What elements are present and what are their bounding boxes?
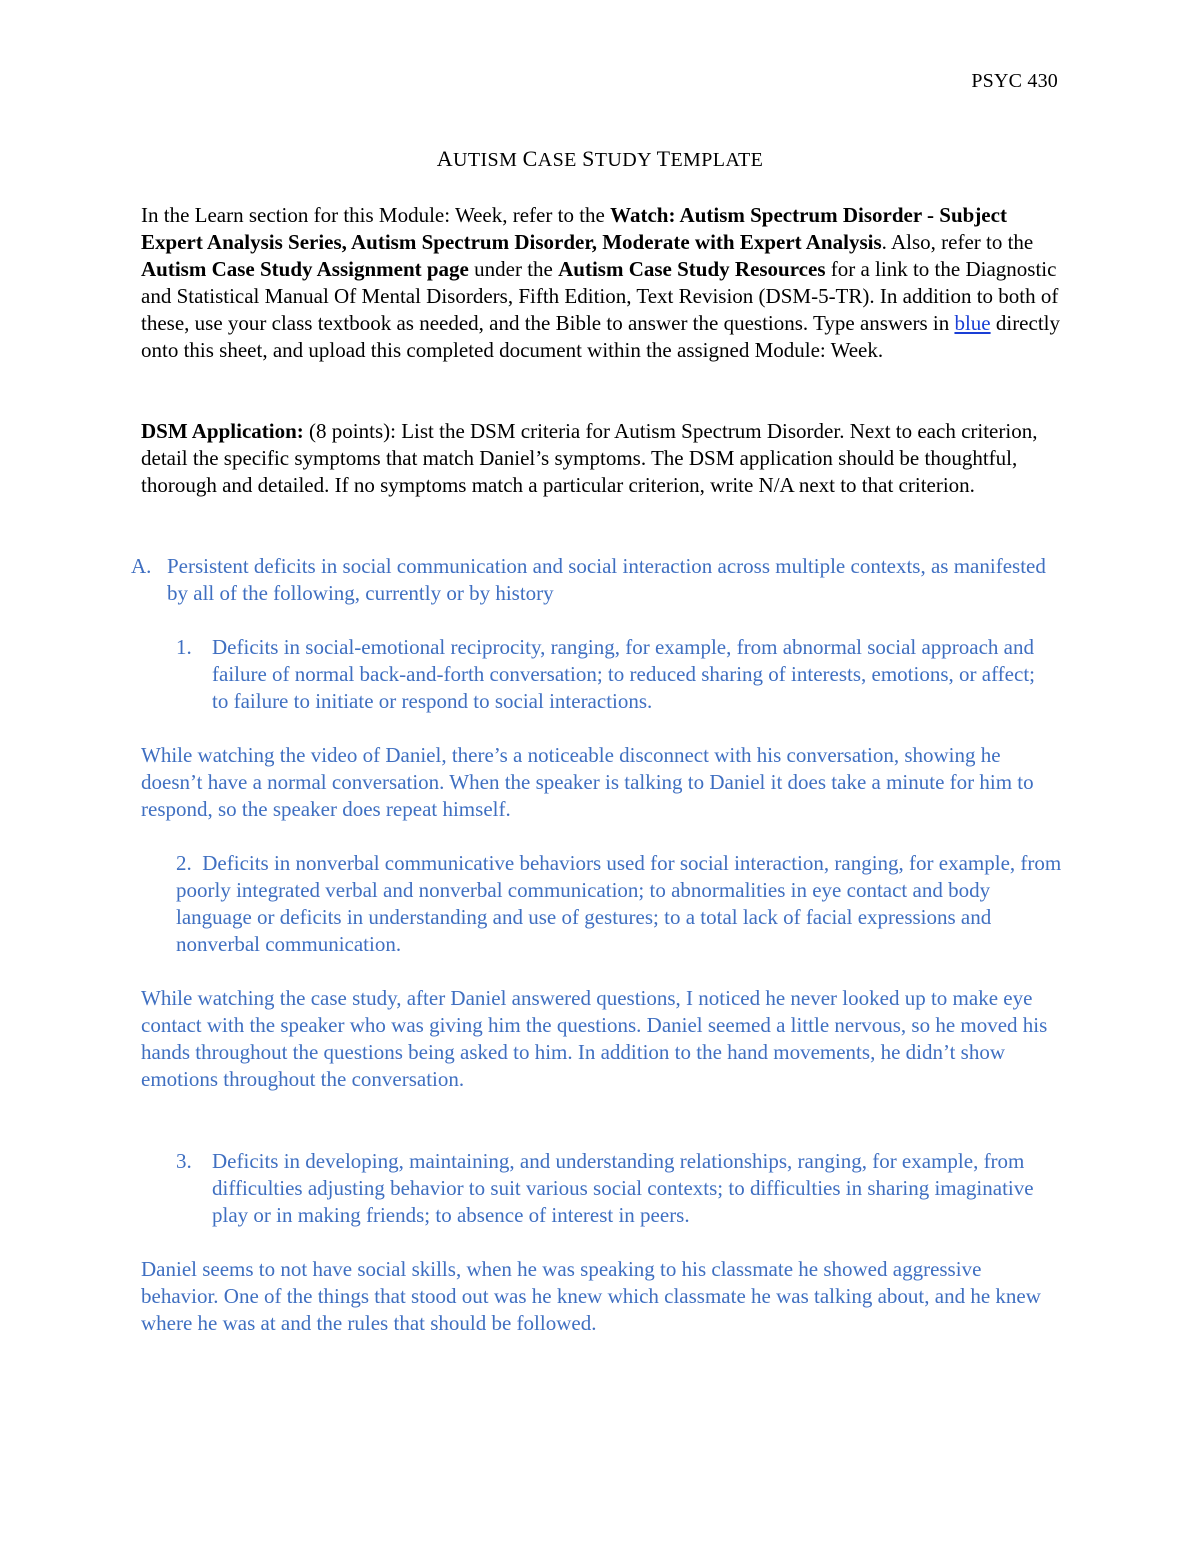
intro-paragraph [141, 202, 1063, 364]
intro-text: directly onto this sheet, and upload this completed document within the assigned Module: Week. [141, 311, 1060, 362]
item-number: 3. [176, 1149, 192, 1173]
answer-1: While watching the video of Daniel, there’s a noticeable disconnect with his conversation, showing he doesn’t have a normal conversation. When the speaker is talking to Daniel it does take a minute for him to respond, so the speaker does repeat himself. [141, 743, 1034, 821]
title-letter: A [436, 146, 454, 171]
item-number: 2. [176, 851, 192, 875]
item-number: 1. [176, 635, 192, 659]
criterion-a-text: Persistent deficits in social communication and social interaction across multiple contexts, as manifested by all of the following, currently or by history [167, 554, 1046, 605]
course-code: PSYC 430 [971, 70, 1058, 92]
title-rest: TUDY [594, 149, 657, 171]
item-text-body: Deficits in nonverbal communicative behaviors used for social interaction, ranging, for example, from poorly integrated verbal and nonverbal communication; to abnormalities in eye contact and body language or deficits in understanding and use of gestures; to a total lack of facial expressions and nonverbal communication. [176, 851, 1062, 956]
answer-3: Daniel seems to not have social skills, when he was speaking to his classmate he showed aggressive behavior. One of the things that stood out was he knew which classmate he was talking about, and he knew where he was at and the rules that should be followed. [141, 1257, 1041, 1335]
title-letter: S [582, 146, 595, 171]
intro-text: . Also, refer to the [881, 230, 1034, 254]
criterion-item-2 [176, 850, 1063, 958]
intro-resources-bold: Autism Case Study Resources [558, 257, 826, 281]
title-rest: ASE [537, 149, 583, 171]
title-rest: EMPLATE [670, 149, 764, 171]
intro-text: under the [468, 257, 559, 281]
criterion-a-marker: A. [131, 554, 152, 578]
dsm-paragraph [141, 418, 1063, 499]
title-letter: C [522, 146, 538, 171]
criterion-a [131, 553, 1063, 607]
intro-text: In the Learn section for this Module: Week, refer to the [141, 203, 611, 227]
dsm-text: (8 points): List the DSM criteria for Autism Spectrum Disorder. Next to each criterion, detail the specific symptoms that match Daniel’s symptoms. The DSM application should be thoughtful, thorough and detailed. If no symptoms match a particular criterion, write N/A next to that criterion. [141, 419, 1038, 497]
intro-watch-bold: Watch: Autism Spectrum Disorder - Subject Expert Analysis Series, Autism Spectrum Disorder, Moderate with Expert Analysis [141, 203, 1007, 254]
intro-text: for a link to the Diagnostic and Statistical Manual Of Mental Disorders, Fifth Edition, Text Revision (DSM-5-TR). In addition to both of these, use your class textbook as needed, and the Bible to answer the questions. Type answers in [141, 257, 1059, 335]
dsm-label: DSM Application: [141, 419, 304, 443]
item-text: Deficits in developing, maintaining, and understanding relationships, ranging, for example, from difficulties adjusting behavior to suit various social contexts; to difficulties in sharing imaginative play or in making friends; to absence of interest in peers. [212, 1149, 1034, 1227]
criterion-item-3 [176, 1148, 1036, 1229]
item-text: Deficits in social-emotional reciprocity, ranging, for example, from abnormal social approach and failure of normal back-and-forth conversation; to reduced sharing of interests, emotions, or affect; to failure to initiate or respond to social interactions. [212, 635, 1035, 713]
criterion-item-1 [176, 634, 1036, 715]
title-letter: T [656, 146, 671, 171]
blue-link[interactable]: blue [954, 311, 991, 335]
title-rest: UTISM [453, 149, 523, 171]
intro-assignment-bold: Autism Case Study Assignment page [141, 257, 469, 281]
item-text [176, 850, 1063, 958]
answer-2: While watching the case study, after Daniel answered questions, I noticed he never looked up to make eye contact with the speaker who was giving him the questions. Daniel seemed a little nervous, so he moved his hands throughout the questions being asked to him. In addition to the hand movements, he didn’t show emotions throughout the conversation. [141, 986, 1048, 1091]
document-title [0, 146, 1200, 172]
